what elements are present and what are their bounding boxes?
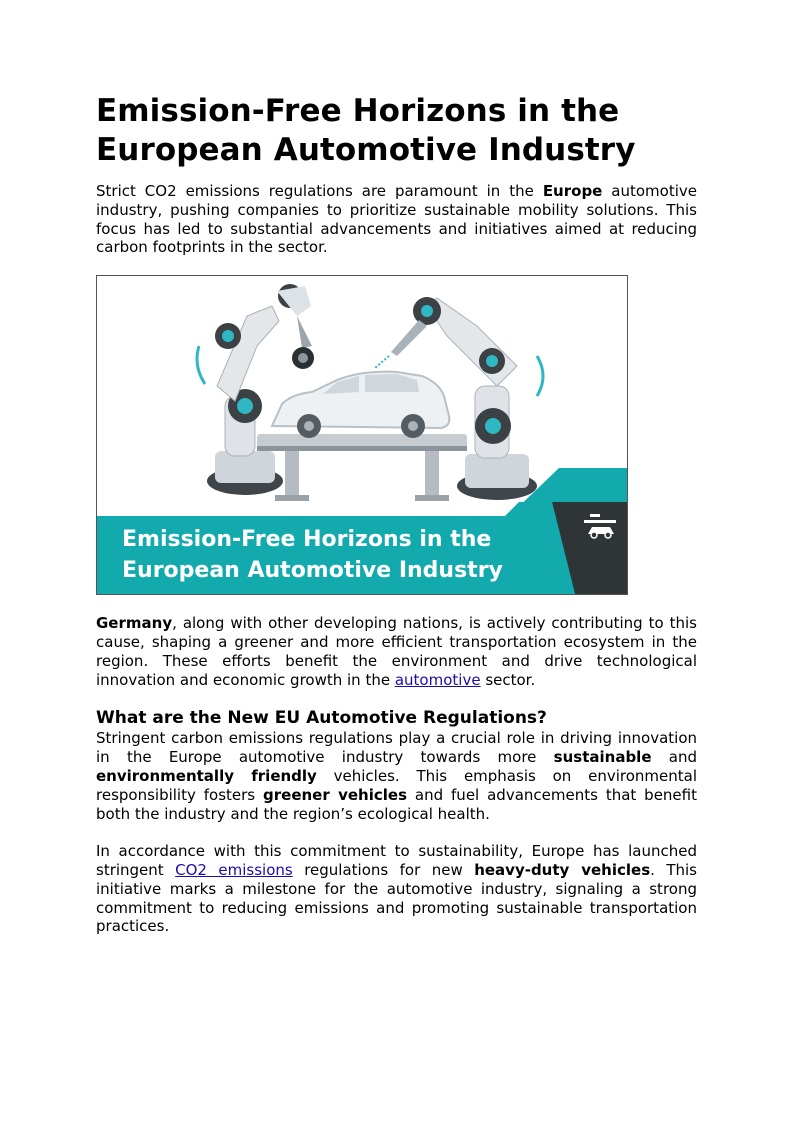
section-heading: What are the New EU Automotive Regulations?: [96, 708, 547, 729]
bold-heavy-duty-vehicles: heavy-duty vehicles: [474, 860, 651, 879]
hero-banner-text: [122, 524, 503, 586]
commit-text-1: In accordance with this commitment to sustainability, Europe has launched stringent: [96, 842, 697, 879]
germany-text-2: sector.: [480, 670, 536, 689]
article: [96, 92, 697, 936]
intro-paragraph: [96, 182, 697, 257]
intro-bold-europe: Europe: [542, 182, 603, 200]
germany-text-1: , along with other developing nations, is actively contributing to this cause, shaping a greener and more efficient transportation ecosystem in the region. These efforts benefit the environment and drive technological innovation and economic growth in the: [96, 614, 697, 689]
intro-text-1: Strict CO2 emissions regulations are paramount in the: [96, 182, 543, 200]
commit-text-2: regulations for new: [292, 860, 475, 879]
bold-germany: Germany: [96, 614, 173, 633]
automotive-link[interactable]: automotive: [394, 670, 481, 689]
bold-sustainable: sustainable: [553, 748, 652, 767]
hero-banner-line-2: European Automotive Industry: [122, 558, 503, 584]
hero-banner-line-1: Emission-Free Horizons in the: [122, 527, 492, 553]
regulations-paragraph: [96, 729, 697, 823]
intro-text-2: automotive industry, pushing companies to prioritize sustainable mobility solutions. This focus has led to substantial advancements and initiatives aimed at reducing carbon footprints in the sector.: [96, 182, 697, 257]
reg-text-2: and: [651, 748, 697, 767]
commit-text-3: . This initiative marks a milestone for the automotive industry, signaling a strong commitment to reducing emissions and promoting sustainable transportation practices.: [96, 860, 697, 936]
reg-text-3: vehicles. This emphasis on environmental responsibility fosters: [96, 766, 697, 804]
germany-paragraph: [96, 614, 697, 689]
article-title: Emission-Free Horizons in the European Automotive Industry: [96, 93, 636, 168]
hero-image: [96, 275, 628, 595]
reg-text-4: and fuel advancements that benefit both the industry and the region’s ecological health.: [96, 785, 697, 823]
bold-greener-vehicles: greener vehicles: [263, 785, 408, 804]
bold-environmentally-friendly: environmentally friendly: [96, 766, 317, 785]
reg-text-1: Stringent carbon emissions regulations play a crucial role in driving innovation in the Europe automotive industry towards more: [96, 729, 697, 767]
car-logo-icon: [582, 512, 622, 542]
co2-emissions-link[interactable]: CO2 emissions: [175, 860, 293, 879]
commitment-paragraph: [96, 842, 697, 936]
